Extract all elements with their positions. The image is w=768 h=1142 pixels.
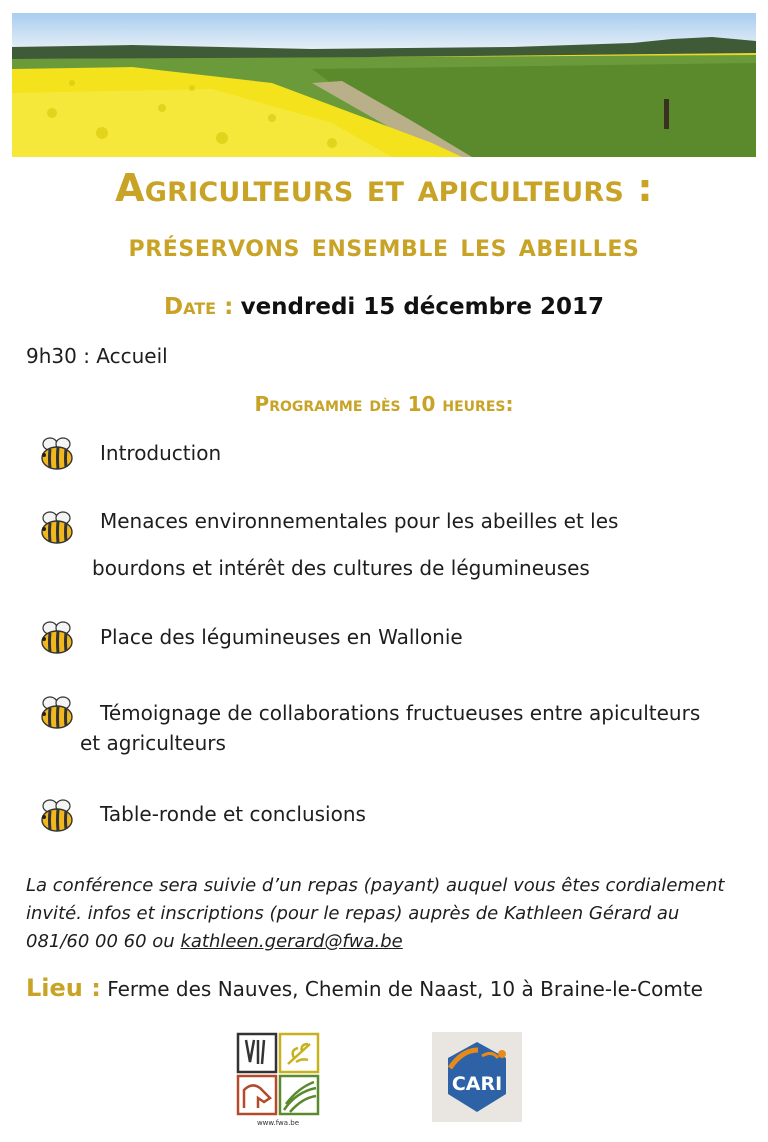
programme-item-menaces-line2: bourdons et intérêt des cultures de légumineuses [92,556,590,580]
bee-icon [36,508,76,548]
programme-item-table-ronde: Table-ronde et conclusions [100,802,366,826]
cari-logo-text: CARI [451,1073,503,1095]
programme-item-temoignage-line2: et agriculteurs [80,731,226,755]
programme-item-menaces-line1: Menaces environnementales pour les abeilles et les [100,509,619,533]
contact-email-link[interactable]: kathleen.gerard@fwa.be [180,931,403,952]
programme-item-legumineuses-wallonie: Place des légumineuses en Wallonie [100,625,463,649]
programme-item-introduction: Introduction [100,441,222,465]
bee-icon [36,693,76,733]
info-text-line1: La conférence sera suivie d’un repas (payant) auquel vous êtes cordialement [26,875,725,896]
page-title-line1: Agriculteurs et apiculteurs : [115,166,653,210]
event-date [0,294,768,320]
date-value: vendredi 15 décembre 2017 [240,294,605,320]
field-landscape-illustration [12,13,756,157]
accueil-time: 9h30 : Accueil [26,344,168,368]
info-text-line3: 081/60 00 60 ou [26,931,181,952]
info-text-line2: invité. infos et inscriptions (pour le repas) auprès de Kathleen Gérard au [26,903,680,924]
bee-icon [36,796,76,836]
date-label: Date : [163,294,234,320]
location-label: Lieu : [26,974,101,1002]
info-paragraph [26,872,756,956]
location-value: Ferme des Nauves, Chemin de Naast, 10 à Braine-le-Comte [107,977,703,1001]
event-location [26,974,703,1002]
bee-icon [36,434,76,474]
programme-item-temoignage-line1: Témoignage de collaborations fructueuses entre apiculteurs [100,701,701,725]
bee-icon [36,618,76,658]
programme-heading: Programme dès 10 heures: [254,392,514,416]
cari-logo [432,1032,522,1122]
banner-photo-rapeseed-field [12,13,756,157]
fwa-logo-caption: www.fwa.be [256,1119,300,1127]
page-title-line2: préservons ensemble les abeilles [128,226,640,264]
fwa-logo [236,1032,320,1128]
